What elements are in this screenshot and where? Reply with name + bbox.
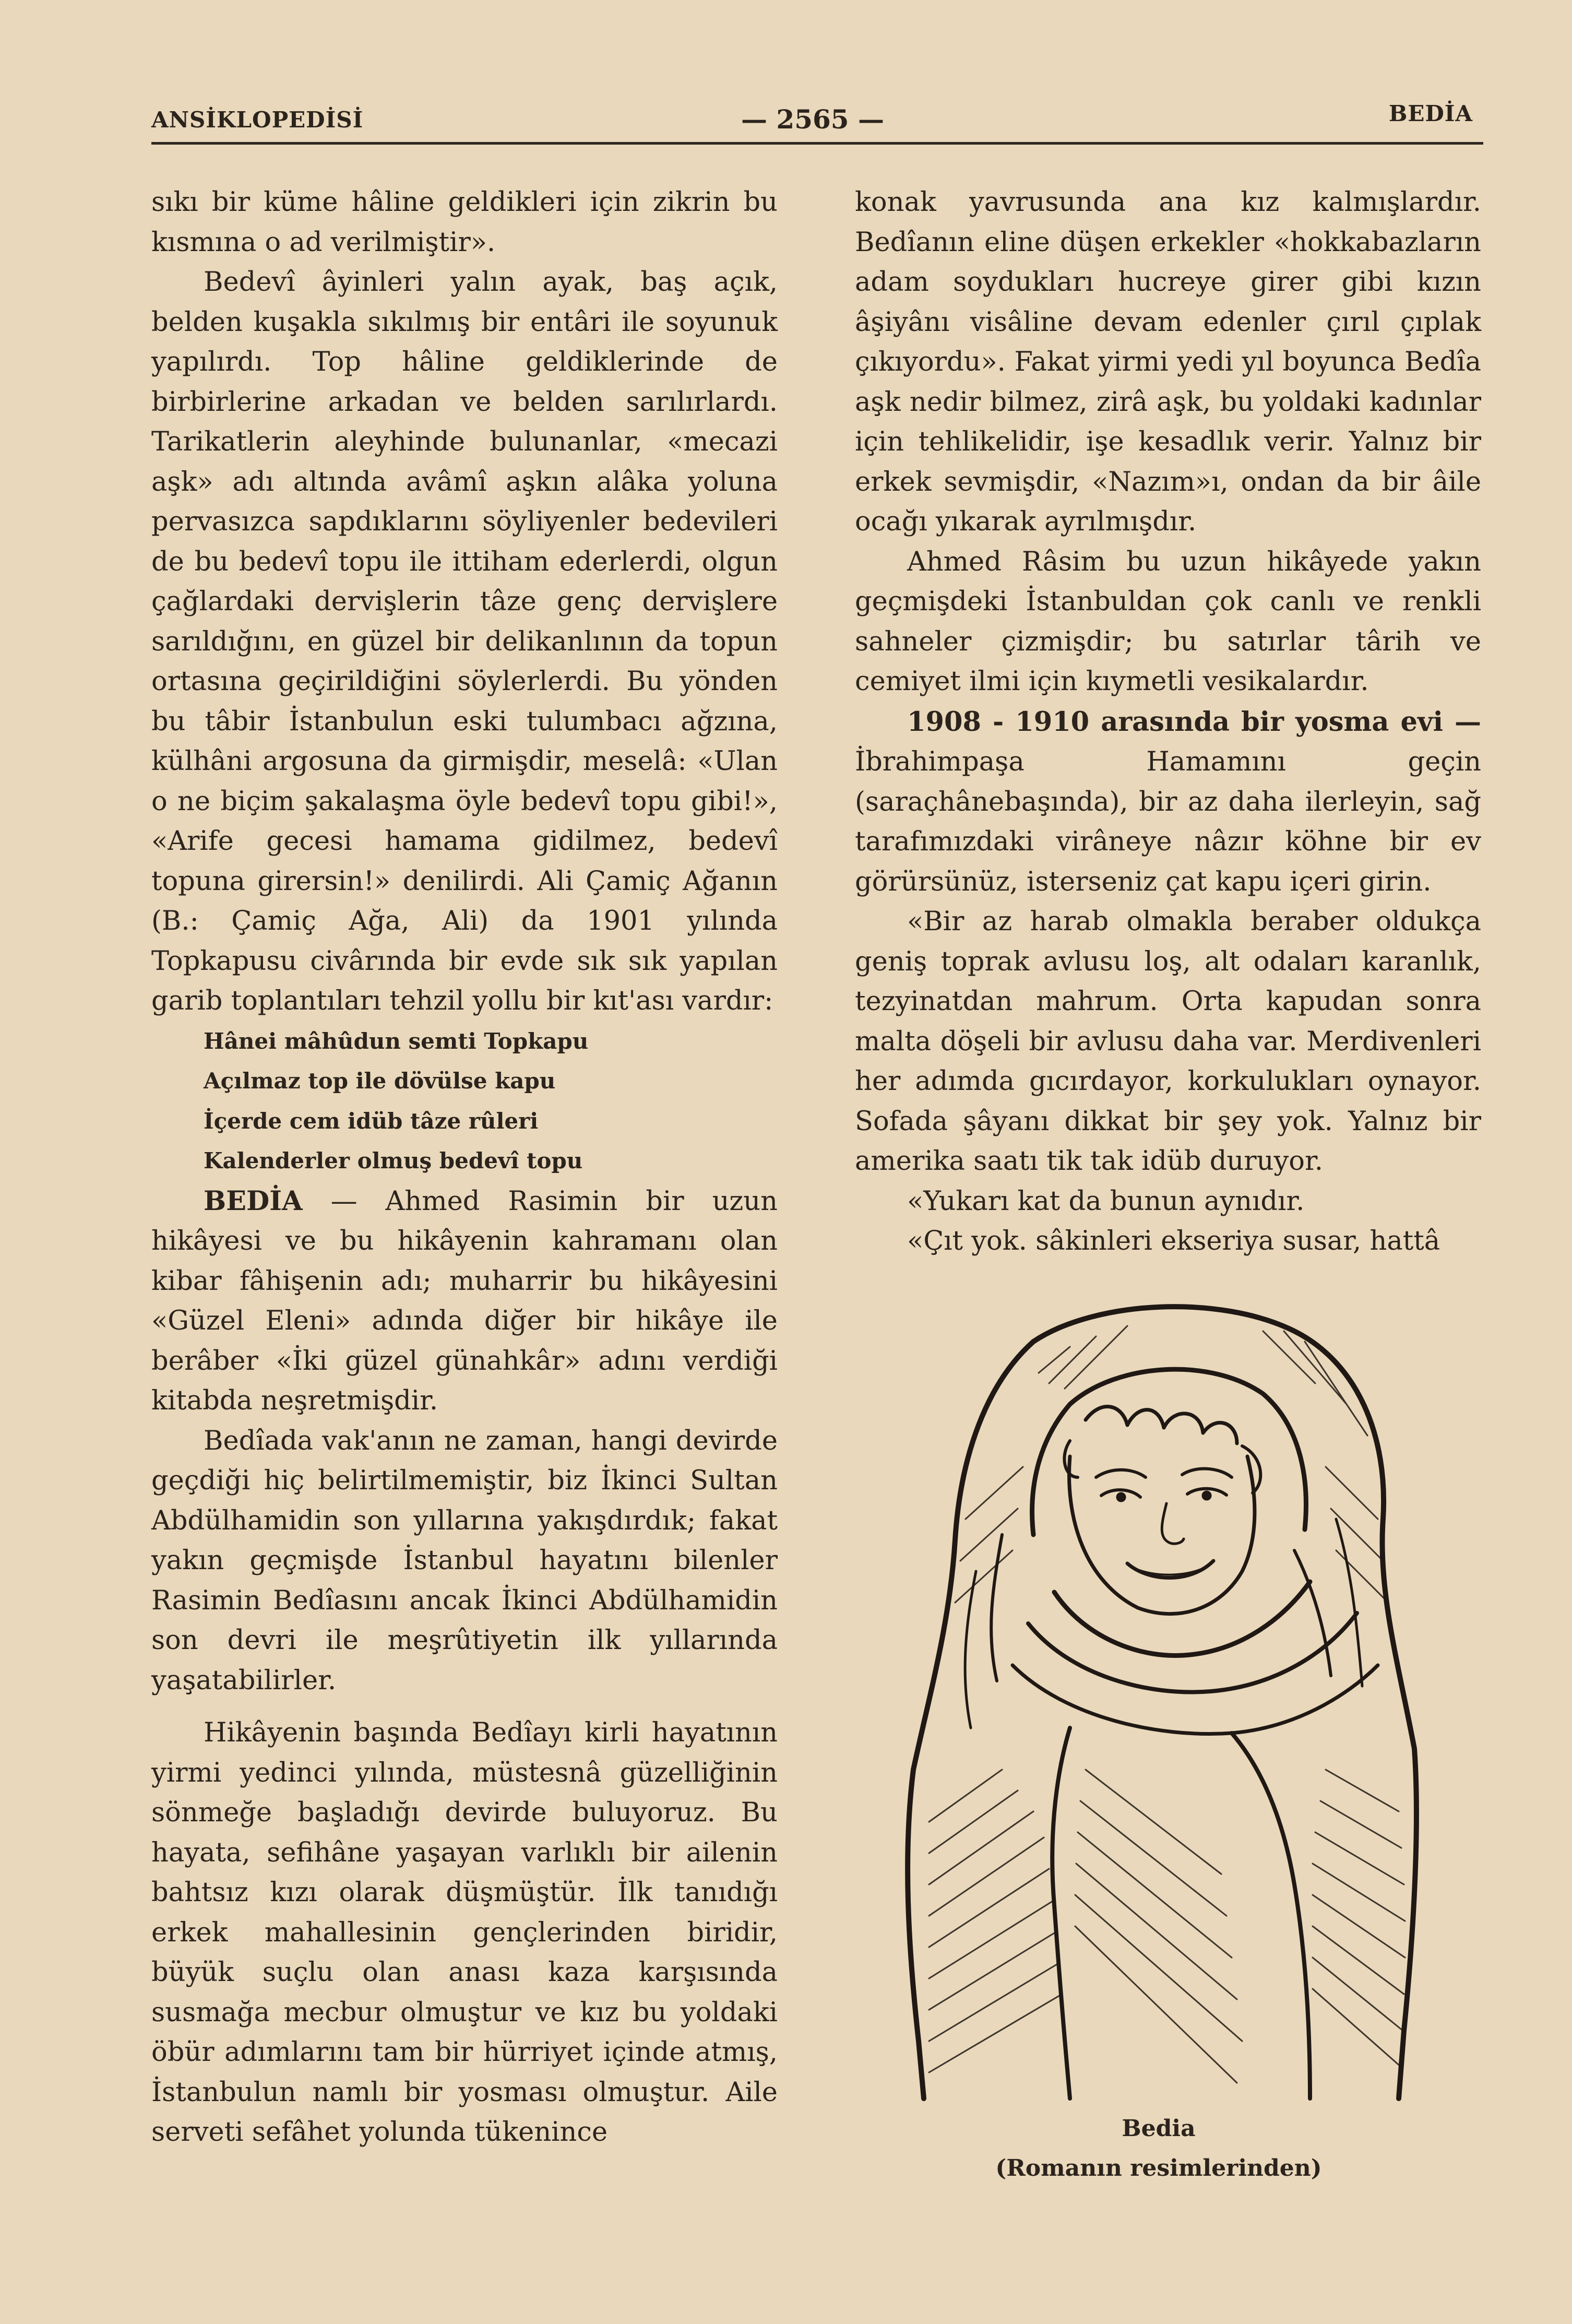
paragraph: Hikâyenin başında Bedîayı kirli hayatının yirmi yedinci yılında, müstesnâ güzelliğinin sönmeğe başladığı devirde buluyoruz. Bu hayata, sefihâne yaşayan varlıklı bir ailenin bahtsız kızı olarak düşmüştür. İlk tanıdığı erkek mahallesinin gençlerinden biridir, büyük suçlu olan anası kaza karşısında susmağa mecbur olmuştur ve kız bu yoldaki öbür adımlarını tam bir hürriyet içinde atmış, İstanbulun namlı bir yosması olmuştur. Aile serveti sefâhet yolunda tükenince: [151, 1717, 778, 2148]
subsection-text: İbrahimpaşa Hamamını geçin (saraçhânebaşında), bir az daha ilerleyin, sağ tarafımızdaki virâneye nâzır köhne bir ev görürsünüz, isterseniz çat kapu içeri girin.: [855, 746, 1481, 897]
quatrain: [204, 1022, 778, 1181]
paragraph: «Yukarı kat da bunun aynıdır.: [907, 1185, 1305, 1217]
right-column: [855, 183, 1481, 1262]
paragraph: sıkı bir küme hâline geldikleri için zikrin bu kısmına o ad verilmiştir».: [151, 187, 778, 258]
paragraph: Ahmed Râsim bu uzun hikâyede yakın geçmişdeki İstanbuldan çok canlı ve renkli sahneler çizmişdir; bu satırlar târih ve cemiyet ilmi için kıymetli vesikalardır.: [855, 546, 1481, 697]
bedia-portrait-illustration: [898, 1300, 1420, 2104]
paragraph: konak yavrusunda ana kız kalmışlardır. Bedîanın eline düşen erkekler «hokkabazların adam soydukları hucreye girer gibi kızın âşiyânı visâline devam edenler çırıl çıplak çıkıyordu». Fakat yirmi yedi yıl boyunca Bedîa aşk nedir bilmez, zirâ aşk, bu yoldaki kadınlar için tehlikelidir, işe kesadlık verir. Yalnız bir erkek sevmişdir, «Nazım»ı, ondan da bir âile ocağı yıkarak ayrılmışdır.: [855, 187, 1481, 537]
entry-paragraph: [151, 1181, 778, 1421]
page-number: — 2565 —: [741, 104, 884, 135]
entry-term: BEDİA: [204, 1185, 303, 1217]
header-entry-word: BEDİA: [1388, 101, 1473, 126]
illustration-caption-title: Bedia: [1122, 2115, 1196, 2142]
entry-text: — Ahmed Rasimin bir uzun hikâyesi ve bu hikâyenin kahramanı olan kibar fâhişenin adı; muharrir bu hikâyesini «Güzel Eleni» adında diğer bir hikâye ile berâber «İki güzel günahkâr» adını verdiği kitabda neşretmişdir.: [151, 1185, 778, 1416]
verse-line: Açılmaz top ile dövülse kapu: [204, 1068, 556, 1094]
subsection-heading: 1908 - 1910 arasında bir yosma evi —: [907, 706, 1481, 738]
page-header: [151, 97, 1473, 144]
verse-line: İçerde cem idüb tâze rûleri: [204, 1108, 539, 1134]
paragraph: «Çıt yok. sâkinleri ekseriya susar, hattâ: [907, 1226, 1440, 1256]
paragraph: «Bir az harab olmakla beraber oldukça geniş toprak avlusu loş, alt odaları karanlık, tezyinatdan mahrum. Orta kapudan sonra malta döşeli bir avlusu daha var. Merdivenleri her adımda gıcırdayor, korkulukları oynayor. Sofada şâyanı dikkat bir şey yok. Yalnız bir amerika saatı tik tak idüb duruyor.: [855, 906, 1481, 1177]
paragraph: Bedîada vak'anın ne zaman, hangi devirde geçdiği hiç belirtilmemiştir, biz İkinci Sultan Abdülhamidin son yıllarına yakışdırdık; fakat yakın geçmişde İstanbul hayatını bilenler Rasimin Bedîasını ancak İkinci Abdülhamidin son devri ile meşrûtiyetin ilk yıllarında yaşatabilirler.: [151, 1425, 778, 1696]
illustration-caption-source: (Romanın resimlerinden): [995, 2155, 1322, 2181]
header-rule: [151, 142, 1483, 145]
verse-line: Hânei mâhûdun semti Topkapu: [204, 1028, 589, 1054]
verse-line: Kalenderler olmuş bedevî topu: [204, 1148, 583, 1173]
header-encyclopedia-title: ANSİKLOPEDİSİ: [151, 107, 364, 133]
left-column: [151, 183, 778, 2153]
paragraph: Bedevî âyinleri yalın ayak, baş açık, belden kuşakla sıkılmış bir entâri ile soyunuk yapılırdı. Top hâline geldiklerinde de birbirlerine arkadan ve belden sarılırlardı. Tarikatlerin aleyhinde bulunanlar, «mecazi aşk» adı altında avâmî aşkın alâka yoluna pervasızca sapdıklarını söyliyenler bedevileri de bu bedevî topu ile ittiham ederlerdi, olgun çağlardaki dervişlerin tâze genç dervişlere sarıldığını, en güzel bir delikanlının da topun ortasına geçirildiğini söylerlerdi. Bu yönden bu tâbir İstanbulun eski tulumbacı ağzına, külhâni argosuna da girmişdir, meselâ: «Ulan o ne biçim şakalaşma öyle bedevî topu gibi!», «Arife gecesi hamama gidilmez, bedevî topuna girersin!» denilirdi. Ali Çamiç Ağanın (B.: Çamiç Ağa, Ali) da 1901 yılında Topkapusu civârında bir evde sık sık yapılan garib toplantıları tehzil yollu bir kıt'ası vardır:: [151, 267, 778, 1016]
subsection-paragraph: [855, 702, 1481, 903]
